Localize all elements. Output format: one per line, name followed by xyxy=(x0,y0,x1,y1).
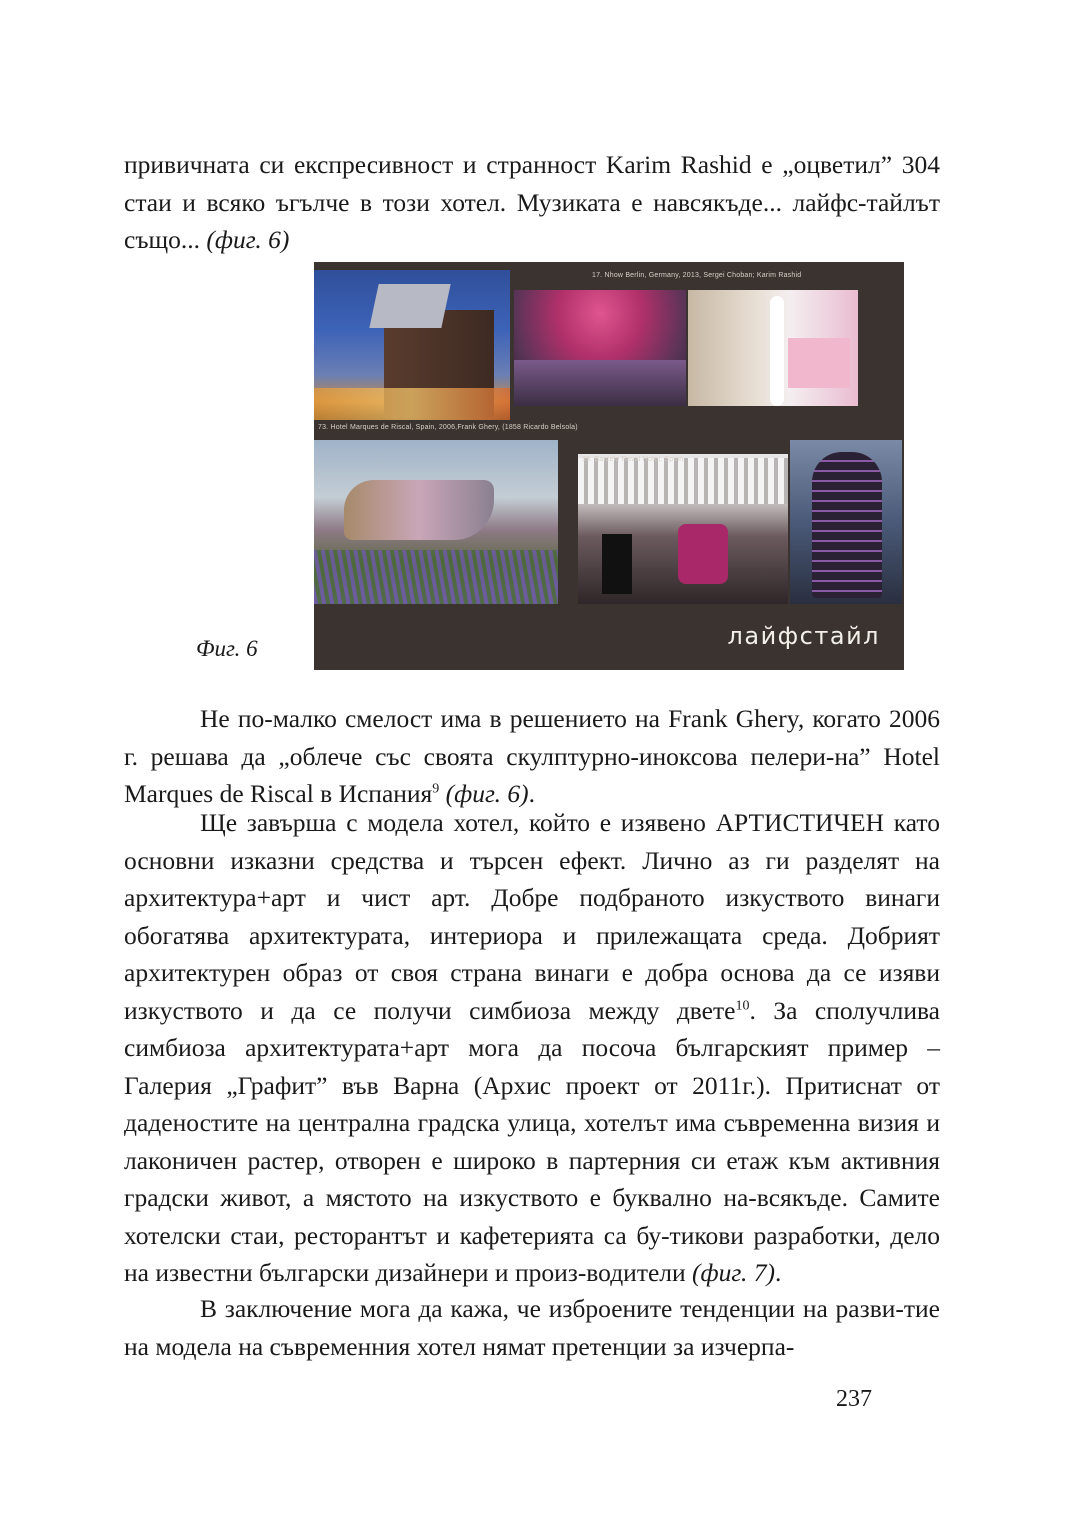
photo-barcelo-raval-lobby xyxy=(578,454,788,604)
paragraph-text: Не по-малко смелост има в решението на Frank Ghery, когато 2006 г. решава да „облече със своята скулптурно-иноксова пелери-на” Hotel Marques de Riscal в Испания xyxy=(124,704,940,808)
page-number: 237 xyxy=(836,1386,872,1412)
paragraph-conclusion xyxy=(124,1290,940,1365)
photo-nhow-lobby-pink xyxy=(514,290,686,406)
caption-barcelo-raval: 99. Barcelo Raval Hotel, Spain xyxy=(582,456,684,463)
photo-nhow-berlin-exterior xyxy=(314,270,510,420)
footnote-marker: 9 xyxy=(432,781,440,797)
lifestyle-title: лайфстайл xyxy=(727,622,880,650)
caption-marques-de-riscal: 73. Hotel Marques de Riscal, Spain, 2006,Frank Ghery, (1858 Ricardo Belsola) xyxy=(318,424,578,431)
paragraph-text: . За сполучлива симбиоза архитектурата+арт мога да посоча българският пример – Галерия „Графит” във Варна (Архис проект от 2011г.). Притиснат от даденостите на централна градска улица, хотелът има съвременна визия и лаконичен растер, отворен е широко в партерния си етаж към активния градски живот, а мястото на изкуството е буквално на-всякъде. Самите хотелски стаи, ресторантът и кафетерията са бу-тикови разработки, дело на известни български дизайнери и произ-водители xyxy=(124,995,940,1287)
photo-marques-de-riscal xyxy=(314,440,558,604)
photo-nhow-room xyxy=(688,290,858,406)
figure-reference: (фиг. 6) xyxy=(206,225,290,254)
footnote-marker: 10 xyxy=(735,998,750,1013)
photo-barcelo-raval-tower xyxy=(790,440,902,604)
caption-nhow-berlin: 17. Nhow Berlin, Germany, 2013, Sergei Choban; Karim Rashid xyxy=(592,272,802,279)
paragraph-artistic-hotel xyxy=(124,804,940,1292)
figure-reference: (фиг. 6) xyxy=(445,779,529,808)
punctuation: . xyxy=(774,1258,782,1287)
paragraph-text: Ще завърша с модела хотел, който е изявено АРТИСТИЧЕН като основни изказни средства и търсен ефект. Лично аз ги разделят на архитектура+арт и чист арт. Добре подбраното изкуството винаги обогатява архитектурата, интериора и прилежащата среда. Добрият архитектурен образ от своя страна винаги е добра основа да се изяви изкуството и да се получи симбиоза между двете xyxy=(124,808,940,1025)
paragraph-text: В заключение мога да кажа, че изброените тенденции на разви-тие на модела на съвременния хотел нямат претенции за изчерпа- xyxy=(124,1294,940,1361)
punctuation: . xyxy=(528,779,535,808)
paragraph-karim-rashid xyxy=(124,146,940,259)
figure-6-collage xyxy=(314,262,904,670)
figure-label: Фиг. 6 xyxy=(196,636,258,661)
paragraph-text: привичната си експресивност и странност Karim Rashid е „оцветил” 304 стаи и всяко ъгълче в този хотел. Музиката е навсякъде... лайфс-тайлът също... xyxy=(124,150,940,254)
figure-reference: (фиг. 7) xyxy=(692,1258,775,1287)
paragraph-frank-ghery xyxy=(124,700,940,813)
